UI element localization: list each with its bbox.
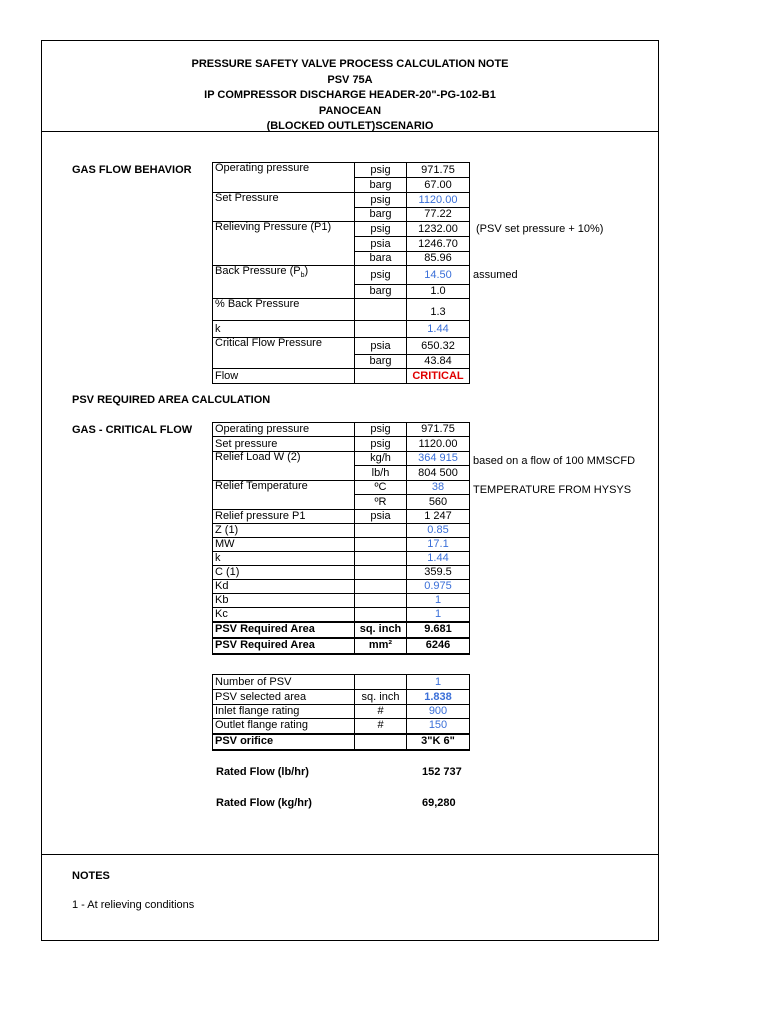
document-header [42,57,658,135]
bp-unit-2: barg [355,285,407,299]
cf-set-label: Set pressure [213,437,355,452]
mw-value: 17.1 [407,538,470,552]
set-value-2: 77.22 [407,208,470,222]
inlet-label: Inlet flange rating [213,705,355,719]
cfp-unit-2: barg [355,355,407,369]
flow-label: Flow [213,369,355,384]
req-area-mm-value: 6246 [407,638,470,654]
header-divider [42,131,658,132]
critical-flow-title: GAS - CRITICAL FLOW [72,424,193,436]
p1-value: 1 247 [407,510,470,524]
cf-set-unit: psig [355,437,407,452]
area-calc-title: PSV REQUIRED AREA CALCULATION [72,394,271,406]
req-area-label: PSV Required Area [213,622,355,638]
op-value-2: 67.00 [407,178,470,193]
relief-temp-note: TEMPERATURE FROM HYSYS [473,484,632,496]
kd-value: 0.975 [407,580,470,594]
back-pressure-label: Back Pressure $(P_b)$ [213,266,355,299]
notes-title: NOTES [72,870,110,882]
rel-unit: psig [355,222,407,237]
cf-k-value: 1.44 [407,552,470,566]
pct-bp-label: % Back Pressure [213,299,355,321]
kc-label: Kc [213,608,355,622]
cfp-value-2: 43.84 [407,355,470,369]
rel-value-3: 85.96 [407,252,470,266]
sel-area-unit: sq. inch [355,690,407,705]
orifice-label: PSV orifice [213,734,355,750]
c-label: C (1) [213,566,355,580]
c-value: 359.5 [407,566,470,580]
kb-value: 1 [407,594,470,608]
op-unit-2: barg [355,178,407,193]
cf-k-label: k [213,552,355,566]
relieving-label: Relieving Pressure (P1) [213,222,355,266]
num-psv-label: Number of PSV [213,675,355,690]
psv-selection-table [212,674,470,751]
relief-load-note: based on a flow of 100 MMSCFD [473,455,636,467]
gas-flow-title: GAS FLOW BEHAVIOR [72,164,192,176]
outlet-label: Outlet flange rating [213,719,355,734]
cfp-value: 650.32 [407,338,470,355]
relief-temp-label: Relief Temperature [213,481,355,510]
rel-unit-2: psia [355,237,407,252]
sel-area-label: PSV selected area [213,690,355,705]
z-value: 0.85 [407,524,470,538]
note-1: 1 - At relieving conditions [72,899,195,911]
calculation-sheet [41,40,659,941]
cfp-unit: psia [355,338,407,355]
load-unit: kg/h [355,452,407,466]
cf-op-unit: psig [355,423,407,437]
req-area-value: 9.681 [407,622,470,638]
inlet-value: 900 [407,705,470,719]
rated-flow-lb-value: 152 737 [422,766,462,778]
pct-bp-value: 1.3 [407,299,470,321]
header-line: IP COMPRESSOR DISCHARGE HEADER-20"-PG-102-B1 [204,89,496,101]
load-unit-2: lb/h [355,466,407,481]
header-title: PRESSURE SAFETY VALVE PROCESS CALCULATION NOTE [191,58,509,70]
rated-flow-kg-value: 69,280 [422,797,456,809]
relieving-note: (PSV set pressure + 10%) [476,223,604,235]
gas-flow-table [212,162,470,384]
req-area-mm-label: PSV Required Area [213,638,355,654]
temp-unit-2: ºR [355,495,407,510]
temp-unit: ºC [355,481,407,495]
cf-set-value: 1120.00 [407,437,470,452]
set-label: Set Pressure [213,193,355,222]
load-value-2: 804 500 [407,466,470,481]
header-client: PANOCEAN [318,104,382,117]
set-unit: psig [355,193,407,208]
bp-unit: psig [355,266,407,285]
bp-value: 14.50 [407,266,470,285]
header-tag: PSV 75A [327,73,373,86]
p1-label: Relief pressure P1 [213,510,355,524]
temp-value-2: 560 [407,495,470,510]
mw-label: MW [213,538,355,552]
back-pressure-note: assumed [473,269,518,281]
rel-value: 1232.00 [407,222,470,237]
rel-value-2: 1246.70 [407,237,470,252]
k-label: k [213,321,355,338]
outlet-unit: # [355,719,407,734]
rel-unit-3: bara [355,252,407,266]
num-psv-value: 1 [407,675,470,690]
temp-value: 38 [407,481,470,495]
op-unit: psig [355,163,407,178]
kb-label: Kb [213,594,355,608]
k-value: 1.44 [407,321,470,338]
orifice-value: 3"K 6" [407,734,470,750]
outlet-value: 150 [407,719,470,734]
critical-flow-table [212,422,470,655]
op-label: Operating pressure [213,163,355,193]
z-label: Z (1) [213,524,355,538]
load-value: 364 915 [407,452,470,466]
kc-value: 1 [407,608,470,622]
relief-load-label: Relief Load W (2) [213,452,355,481]
rated-flow-kg-label: Rated Flow (kg/hr) [216,797,312,809]
req-area-unit: sq. inch [355,622,407,638]
bp-value-2: 1.0 [407,285,470,299]
p1-unit: psia [355,510,407,524]
set-unit-2: barg [355,208,407,222]
req-area-mm-unit: mm² [355,638,407,654]
inlet-unit: # [355,705,407,719]
flow-regime: CRITICAL [407,369,470,384]
kd-label: Kd [213,580,355,594]
notes-divider [42,854,658,855]
op-value: 971.75 [407,163,470,178]
rated-flow-lb-label: Rated Flow (lb/hr) [216,766,309,778]
cf-op-value: 971.75 [407,423,470,437]
set-value: 1120.00 [407,193,470,208]
header-scenario: (BLOCKED OUTLET)SCENARIO [266,120,434,132]
cfp-label: Critical Flow Pressure [213,338,355,369]
cf-op-label: Operating pressure [213,423,355,437]
sel-area-value: 1.838 [407,690,470,705]
